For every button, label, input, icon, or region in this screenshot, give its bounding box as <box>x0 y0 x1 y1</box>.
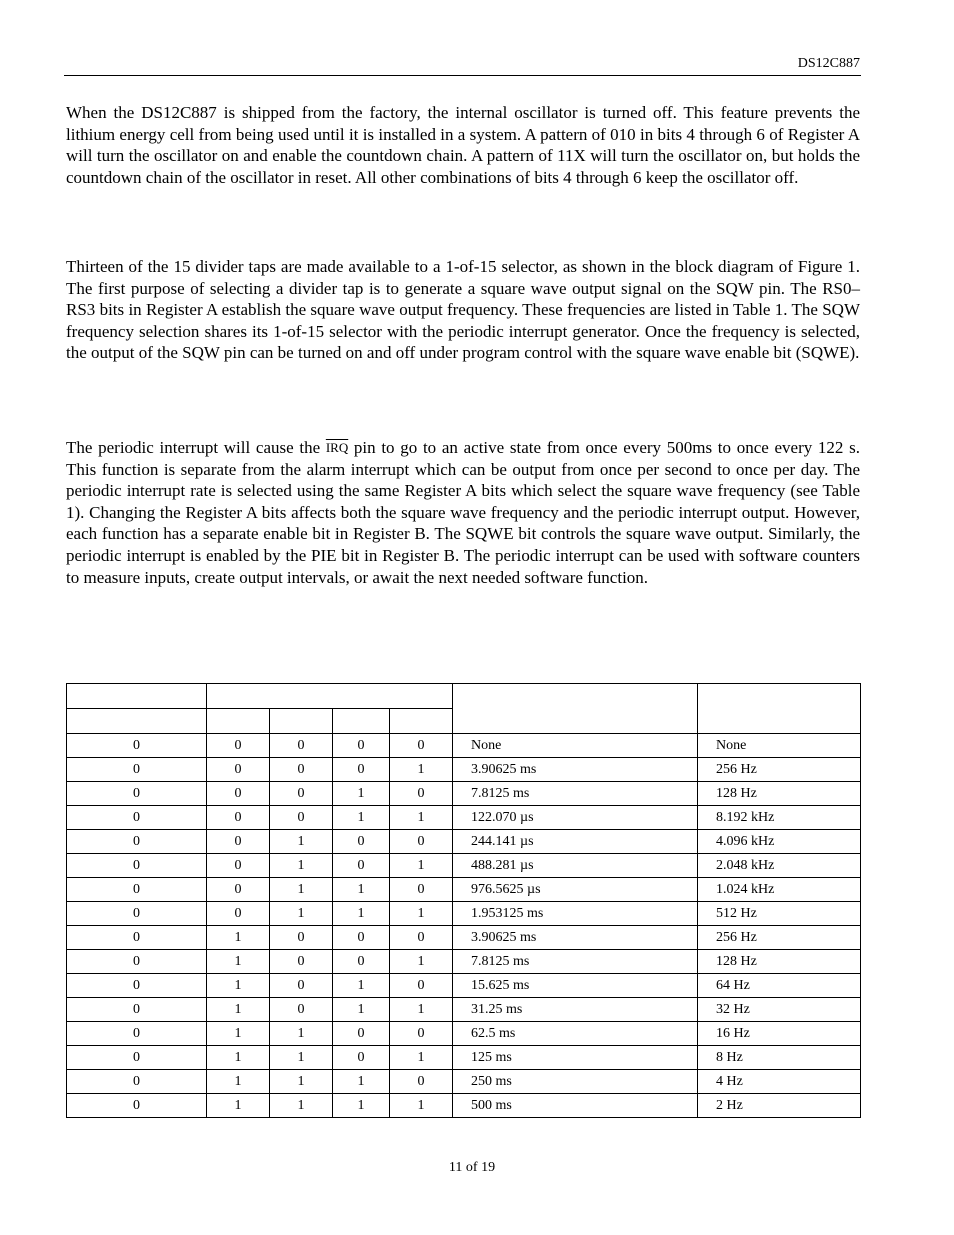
bit-cell: 1 <box>207 1094 270 1118</box>
header-rule <box>64 75 861 76</box>
period-cell: 122.070 µs <box>453 806 698 830</box>
frequency-cell: 4.096 kHz <box>698 830 861 854</box>
bit-cell: 1 <box>333 782 390 806</box>
bit-cell: 0 <box>207 902 270 926</box>
bit-cell: 1 <box>390 950 453 974</box>
period-cell: 15.625 ms <box>453 974 698 998</box>
bit-cell: 0 <box>270 806 333 830</box>
table-row <box>67 734 861 758</box>
frequency-cell: 256 Hz <box>698 926 861 950</box>
bit-cell: 0 <box>67 806 207 830</box>
frequency-cell: 1.024 kHz <box>698 878 861 902</box>
bit-cell: 0 <box>270 782 333 806</box>
bit-cell: 0 <box>390 1022 453 1046</box>
bit-cell: 1 <box>390 1046 453 1070</box>
header-part-number: DS12C887 <box>797 56 860 71</box>
frequency-cell: 8.192 kHz <box>698 806 861 830</box>
bit-cell: 1 <box>333 878 390 902</box>
frequency-cell: 8 Hz <box>698 1046 861 1070</box>
bit-cell: 0 <box>67 902 207 926</box>
table-row <box>67 830 861 854</box>
bit-cell: 0 <box>207 758 270 782</box>
table-header-row-1 <box>67 684 861 709</box>
table-row <box>67 1022 861 1046</box>
bit-cell: 1 <box>207 1046 270 1070</box>
bit-cell: 1 <box>270 854 333 878</box>
frequency-cell: 512 Hz <box>698 902 861 926</box>
bit-cell: 0 <box>67 1022 207 1046</box>
table-row <box>67 1046 861 1070</box>
bit-cell: 0 <box>207 878 270 902</box>
bit-cell: 1 <box>333 998 390 1022</box>
paragraph-oscillator: When the DS12C887 is shipped from the factory, the internal oscillator is turned off. This feature prevents the lithium energy cell from being used until it is installed in a system. A pattern of 010 in bits 4 through 6 of Register A will turn the oscillator on and enable the countdown chain. A pattern of 11X will turn the oscillator on, but holds the countdown chain of the oscillator in reset. All other combinations of bits 4 through 6 keep the oscillator off. <box>66 103 860 187</box>
p3-text-before: The periodic interrupt will cause the <box>66 438 326 457</box>
bit-cell: 1 <box>333 1094 390 1118</box>
bit-cell: 0 <box>333 734 390 758</box>
paragraph-periodic-interrupt <box>66 437 860 588</box>
period-cell: 7.8125 ms <box>453 950 698 974</box>
bit-cell: 0 <box>67 926 207 950</box>
bit-cell: 0 <box>67 1046 207 1070</box>
header-cell-frequency <box>698 684 861 734</box>
period-cell: 31.25 ms <box>453 998 698 1022</box>
header-cell <box>390 709 453 734</box>
table-row <box>67 902 861 926</box>
bit-cell: 0 <box>333 926 390 950</box>
bit-cell: 0 <box>67 734 207 758</box>
frequency-cell: 32 Hz <box>698 998 861 1022</box>
bit-cell: 0 <box>270 758 333 782</box>
bit-cell: 0 <box>207 830 270 854</box>
table-row <box>67 1094 861 1118</box>
frequency-cell: 16 Hz <box>698 1022 861 1046</box>
table-row <box>67 1070 861 1094</box>
bit-cell: 0 <box>390 974 453 998</box>
page-number: 11 of 19 <box>448 1160 496 1175</box>
bit-cell: 0 <box>270 734 333 758</box>
bit-cell: 0 <box>333 1046 390 1070</box>
bit-cell: 1 <box>207 1070 270 1094</box>
frequency-cell: 256 Hz <box>698 758 861 782</box>
bit-cell: 1 <box>270 1022 333 1046</box>
frequency-cell: 2 Hz <box>698 1094 861 1118</box>
p3-text-after: pin to go to an active state from once every 500ms to once every 122 s. This function is separate from the alarm interrupt which can be output from once per second to once per day. The periodic interrupt rate is selected using the same Register A bits which select the square wave frequency (see Table 1). Changing the Register A bits affects both the square wave frequency and the periodic interrupt output. However, each function has a separate enable bit in Register B. The SQWE bit controls the square wave output. Similarly, the periodic interrupt is enabled by the PIE bit in Register B. The periodic interrupt can be used with software counters to measure inputs, create output intervals, or await the next needed software function. <box>66 438 860 587</box>
header-cell <box>333 709 390 734</box>
bit-cell: 1 <box>207 974 270 998</box>
bit-cell: 0 <box>67 998 207 1022</box>
bit-cell: 1 <box>390 758 453 782</box>
bit-cell: 1 <box>207 998 270 1022</box>
frequency-cell: None <box>698 734 861 758</box>
header-cell-group <box>207 684 453 709</box>
frequency-cell: 4 Hz <box>698 1070 861 1094</box>
bit-cell: 1 <box>270 1046 333 1070</box>
header-cell <box>67 709 207 734</box>
bit-cell: 0 <box>67 1094 207 1118</box>
table-row <box>67 854 861 878</box>
bit-cell: 0 <box>390 782 453 806</box>
bit-cell: 0 <box>270 998 333 1022</box>
period-cell: 244.141 µs <box>453 830 698 854</box>
bit-cell: 0 <box>390 830 453 854</box>
period-cell: 3.90625 ms <box>453 758 698 782</box>
bit-cell: 0 <box>270 950 333 974</box>
bit-cell: 0 <box>333 854 390 878</box>
bit-cell: 1 <box>333 902 390 926</box>
bit-cell: 1 <box>270 1094 333 1118</box>
bit-cell: 1 <box>390 854 453 878</box>
bit-cell: 0 <box>67 878 207 902</box>
bit-cell: 0 <box>67 974 207 998</box>
irq-pin-label: $\overline{IRQ}$ <box>325 440 349 455</box>
period-cell: 488.281 µs <box>453 854 698 878</box>
bit-cell: 0 <box>390 1070 453 1094</box>
period-cell: 125 ms <box>453 1046 698 1070</box>
bit-cell: 0 <box>67 854 207 878</box>
table-row <box>67 998 861 1022</box>
bit-cell: 0 <box>67 782 207 806</box>
period-cell: 7.8125 ms <box>453 782 698 806</box>
bit-cell: 0 <box>270 974 333 998</box>
bit-cell: 0 <box>207 734 270 758</box>
bit-cell: 0 <box>333 1022 390 1046</box>
bit-cell: 0 <box>207 806 270 830</box>
paragraph-square-wave: Thirteen of the 15 divider taps are made available to a 1-of-15 selector, as shown in the block diagram of Figure 1. The first purpose of selecting a divider tap is to generate a square wave output signal on the SQW pin. The RS0–RS3 bits in Register A establish the square wave output frequency. These frequencies are listed in Table 1. The SQW frequency selection shares its 1-of-15 selector with the periodic interrupt generator. Once the frequency is selected, the output of the SQW pin can be turned on and off under program control with the square wave enable bit (SQWE). <box>66 257 860 363</box>
bit-cell: 1 <box>270 1070 333 1094</box>
table-row <box>67 878 861 902</box>
bit-cell: 0 <box>67 950 207 974</box>
bit-cell: 0 <box>207 854 270 878</box>
period-cell: 1.953125 ms <box>453 902 698 926</box>
bit-cell: 1 <box>390 1094 453 1118</box>
bit-cell: 0 <box>390 878 453 902</box>
header-cell <box>67 684 207 709</box>
bit-cell: 1 <box>333 806 390 830</box>
bit-cell: 0 <box>333 830 390 854</box>
bit-cell: 0 <box>67 1070 207 1094</box>
bit-cell: 1 <box>390 998 453 1022</box>
bit-cell: 1 <box>333 1070 390 1094</box>
bit-cell: 0 <box>67 758 207 782</box>
bit-cell: 1 <box>207 950 270 974</box>
frequency-cell: 128 Hz <box>698 782 861 806</box>
header-cell <box>207 709 270 734</box>
bit-cell: 0 <box>390 926 453 950</box>
period-cell: 976.5625 µs <box>453 878 698 902</box>
bit-cell: 1 <box>207 926 270 950</box>
bit-cell: 0 <box>67 830 207 854</box>
table-row <box>67 806 861 830</box>
bit-cell: 0 <box>333 950 390 974</box>
bit-cell: 1 <box>333 974 390 998</box>
bit-cell: 1 <box>270 902 333 926</box>
bit-cell: 1 <box>390 902 453 926</box>
table-row <box>67 950 861 974</box>
header-cell-period <box>453 684 698 734</box>
frequency-cell: 2.048 kHz <box>698 854 861 878</box>
period-cell: 500 ms <box>453 1094 698 1118</box>
bit-cell: 0 <box>270 926 333 950</box>
header-cell <box>270 709 333 734</box>
bit-cell: 1 <box>390 806 453 830</box>
frequency-cell: 128 Hz <box>698 950 861 974</box>
bit-cell: 0 <box>207 782 270 806</box>
bit-cell: 0 <box>390 734 453 758</box>
bit-cell: 1 <box>270 878 333 902</box>
table-row <box>67 974 861 998</box>
bit-cell: 0 <box>333 758 390 782</box>
frequency-table <box>66 683 861 1118</box>
bit-cell: 1 <box>207 1022 270 1046</box>
period-cell: None <box>453 734 698 758</box>
frequency-cell: 64 Hz <box>698 974 861 998</box>
bit-cell: 1 <box>270 830 333 854</box>
table-row <box>67 758 861 782</box>
period-cell: 62.5 ms <box>453 1022 698 1046</box>
table-row <box>67 926 861 950</box>
table-row <box>67 782 861 806</box>
period-cell: 3.90625 ms <box>453 926 698 950</box>
period-cell: 250 ms <box>453 1070 698 1094</box>
